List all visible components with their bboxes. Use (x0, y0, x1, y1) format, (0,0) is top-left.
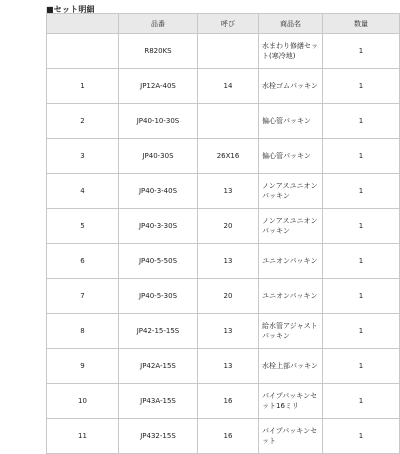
cell-no: 5 (47, 209, 119, 244)
cell-size: 20 (198, 279, 259, 314)
cell-no: 7 (47, 279, 119, 314)
cell-product-name: ノンアスユニオンパッキン (259, 209, 323, 244)
cell-product-name: ノンアスユニオンパッキン (259, 174, 323, 209)
cell-size: 14 (198, 69, 259, 104)
header-code: 品番 (119, 14, 198, 34)
set-details-table (46, 13, 400, 454)
cell-qty: 1 (323, 419, 400, 454)
cell-no: 8 (47, 314, 119, 349)
cell-product-name: 水栓ゴムパッキン (259, 69, 323, 104)
cell-code: JP40-3-40S (119, 174, 198, 209)
cell-no: 11 (47, 419, 119, 454)
table-row (47, 104, 400, 139)
cell-qty: 1 (323, 209, 400, 244)
cell-no: 2 (47, 104, 119, 139)
cell-size (198, 104, 259, 139)
cell-product-name: ユニオンパッキン (259, 279, 323, 314)
cell-product-name: 偏心管パッキン (259, 139, 323, 174)
table-row (47, 314, 400, 349)
cell-code: JP43A-15S (119, 384, 198, 419)
header-name: 商品名 (259, 14, 323, 34)
cell-code: JP40-5-30S (119, 279, 198, 314)
cell-qty: 1 (323, 349, 400, 384)
cell-no: 6 (47, 244, 119, 279)
header-no (47, 14, 119, 34)
cell-product-name: パイプパッキンセット16ミリ (259, 384, 323, 419)
table-row (47, 384, 400, 419)
cell-code: JP12A-40S (119, 69, 198, 104)
cell-qty: 1 (323, 34, 400, 69)
cell-product-name: 給水管アジャストパッキン (259, 314, 323, 349)
cell-size (198, 34, 259, 69)
cell-qty: 1 (323, 174, 400, 209)
header-qty: 数量 (323, 14, 400, 34)
table-row (47, 244, 400, 279)
cell-size: 20 (198, 209, 259, 244)
cell-qty: 1 (323, 104, 400, 139)
cell-no: 4 (47, 174, 119, 209)
table-row (47, 279, 400, 314)
table-row (47, 209, 400, 244)
cell-code: JP40-3-30S (119, 209, 198, 244)
table-row (47, 174, 400, 209)
cell-code: JP40-30S (119, 139, 198, 174)
cell-size: 13 (198, 349, 259, 384)
cell-no: 10 (47, 384, 119, 419)
cell-code: JP42A-15S (119, 349, 198, 384)
header-size: 呼び (198, 14, 259, 34)
cell-size: 13 (198, 174, 259, 209)
cell-code: JP42-15-15S (119, 314, 198, 349)
cell-qty: 1 (323, 244, 400, 279)
table-row (47, 139, 400, 174)
cell-code: JP432-15S (119, 419, 198, 454)
cell-size: 16 (198, 419, 259, 454)
cell-product-name: 水栓上部パッキン (259, 349, 323, 384)
cell-size: 13 (198, 314, 259, 349)
table-header-row (47, 14, 400, 34)
cell-product-name: 水まわり修繕セット(寒冷地) (259, 34, 323, 69)
cell-code: JP40-10-30S (119, 104, 198, 139)
cell-qty: 1 (323, 314, 400, 349)
table-row (47, 349, 400, 384)
cell-code: R820KS (119, 34, 198, 69)
cell-product-name: 偏心管パッキン (259, 104, 323, 139)
cell-product-name: ユニオンパッキン (259, 244, 323, 279)
cell-no (47, 34, 119, 69)
table-row (47, 419, 400, 454)
table-row (47, 34, 400, 69)
cell-qty: 1 (323, 279, 400, 314)
cell-no: 1 (47, 69, 119, 104)
cell-qty: 1 (323, 69, 400, 104)
cell-size: 26X16 (198, 139, 259, 174)
cell-product-name: パイプパッキンセット (259, 419, 323, 454)
cell-qty: 1 (323, 139, 400, 174)
section-title: ■セット明細 (46, 5, 95, 14)
cell-size: 16 (198, 384, 259, 419)
cell-code: JP40-5-50S (119, 244, 198, 279)
cell-qty: 1 (323, 384, 400, 419)
cell-no: 3 (47, 139, 119, 174)
table-row (47, 69, 400, 104)
cell-size: 13 (198, 244, 259, 279)
cell-no: 9 (47, 349, 119, 384)
